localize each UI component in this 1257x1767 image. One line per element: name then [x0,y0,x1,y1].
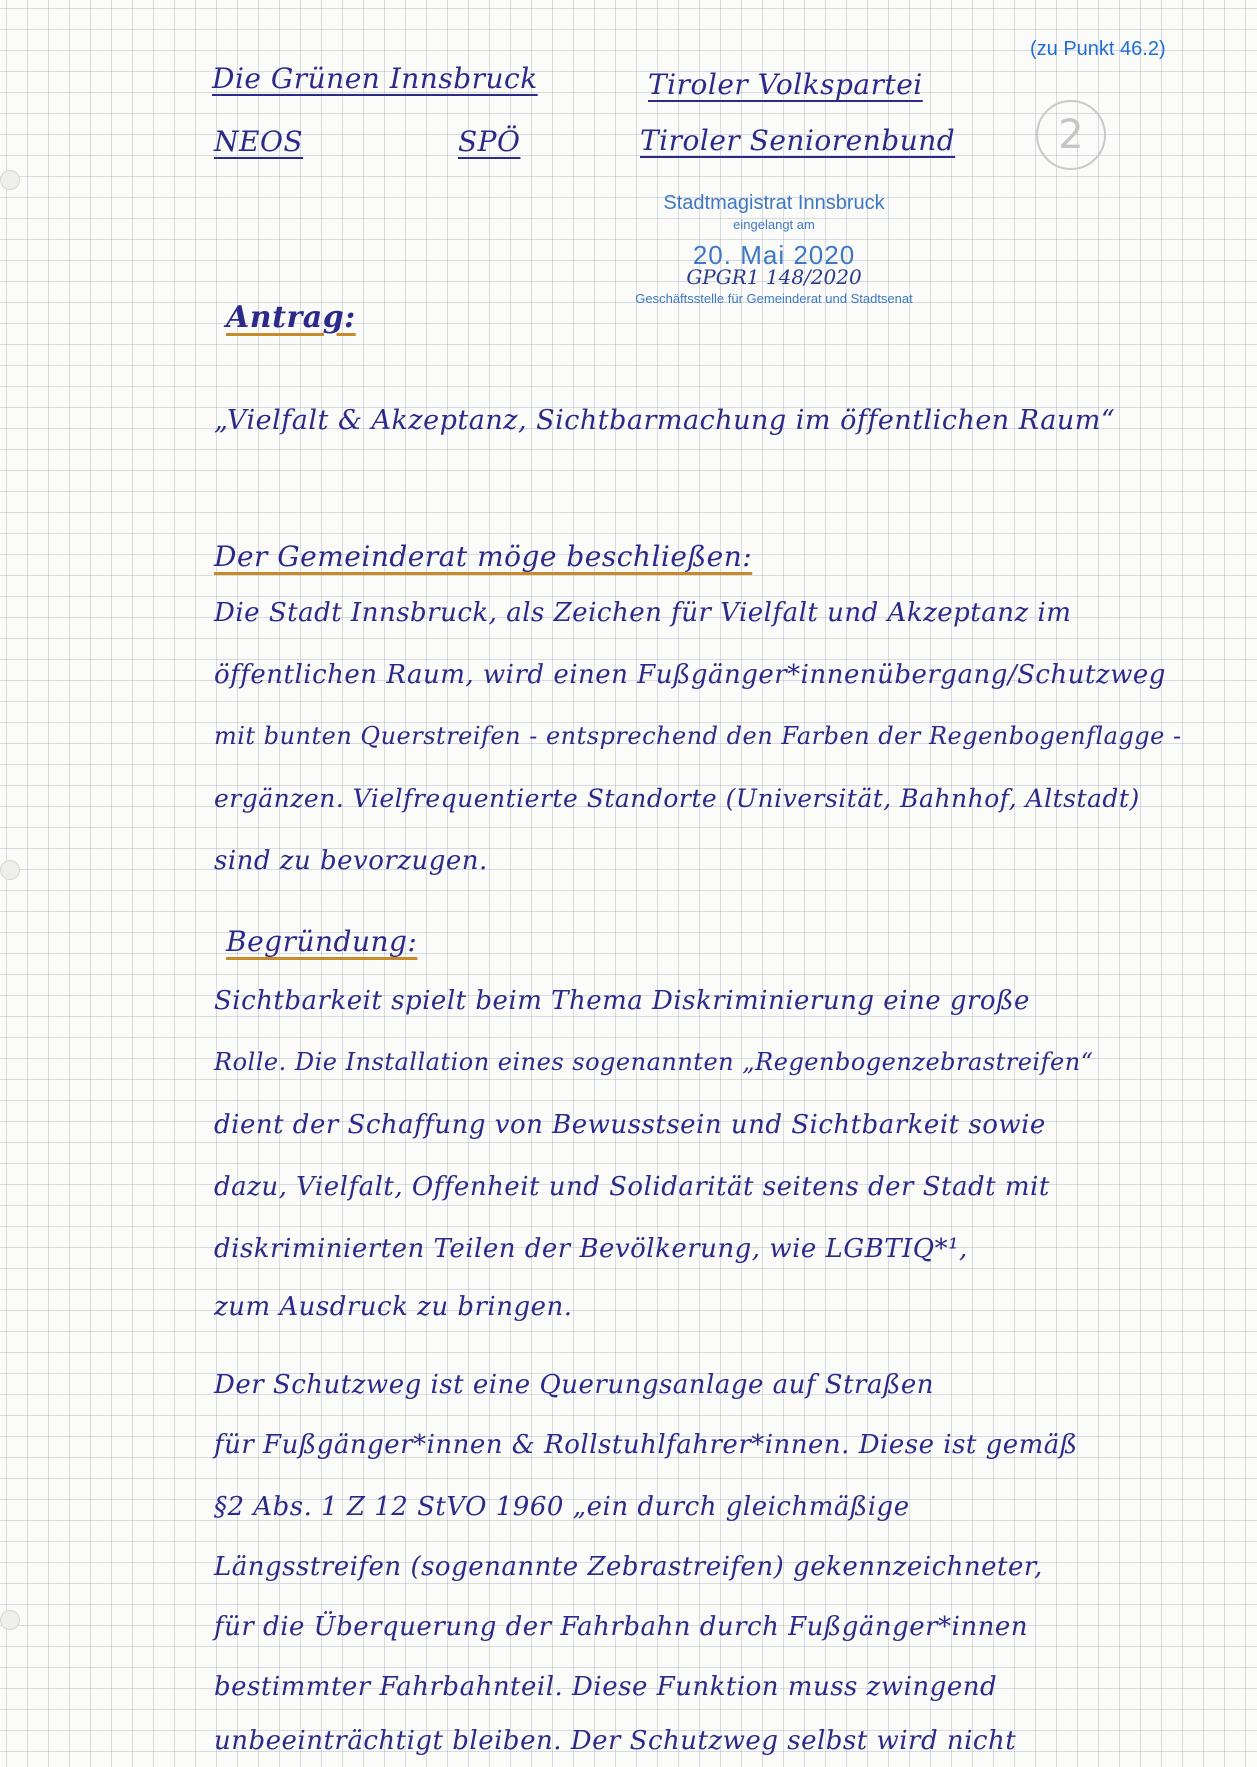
reasoning-line: zum Ausdruck zu bringen. [214,1292,573,1322]
stamp-file-number: GPGR1 148/2020 [686,265,862,289]
reasoning-line: für Fußgänger*innen & Rollstuhlfahrer*innen. Diese ist gemäß [214,1430,1078,1460]
resolution-line: ergänzen. Vielfrequentierte Standorte (Universität, Bahnhof, Altstadt) [214,784,1140,813]
reasoning-line: unbeeinträchtigt bleiben. Der Schutzweg selbst wird nicht [214,1726,1017,1756]
antrag-label: Antrag: [226,300,356,335]
resolution-line: mit bunten Querstreifen - entsprechend den Farben der Regenbogenflagge - [214,722,1182,750]
motion-title: „Vielfalt & Akzeptanz, Sichtbarmachung im öffentlichen Raum“ [214,405,1116,436]
resolution-line: Die Stadt Innsbruck, als Zeichen für Vielfalt und Akzeptanz im [214,598,1072,628]
reasoning-line: Längsstreifen (sogenannte Zebrastreifen) gekennzeichneter, [214,1552,1043,1582]
reasoning-line: Der Schutzweg ist eine Querungsanlage auf Straßen [214,1370,934,1400]
party-seniorenbund: Tiroler Seniorenbund [640,124,956,157]
receipt-stamp [624,192,924,306]
stamp-received-label: eingelangt am [733,217,815,232]
reasoning-line: diskriminierten Teilen der Bevölkerung, wie LGBTIQ*¹, [214,1234,968,1264]
punch-hole [0,1610,20,1630]
reasoning-line: bestimmter Fahrbahnteil. Diese Funktion muss zwingend [214,1672,998,1702]
page-number: 2 [1036,100,1106,170]
stamp-department: Geschäftsstelle für Gemeinderat und Stadtsenat [635,291,913,306]
reasoning-line: dazu, Vielfalt, Offenheit und Solidarität seitens der Stadt mit [214,1172,1050,1202]
party-volkspartei: Tiroler Volkspartei [648,68,923,101]
stamp-date: 20. Mai 2020 [692,240,856,270]
agenda-reference: (zu Punkt 46.2) [1030,38,1166,60]
reasoning-line: Rolle. Die Installation eines sogenannten „Regenbogenzebrastreifen“ [214,1048,1094,1076]
party-spoe: SPÖ [458,125,521,158]
stamp-office: Stadtmagistrat Innsbruck [663,192,885,214]
party-neos: NEOS [214,125,304,158]
reasoning-line: §2 Abs. 1 Z 12 StVO 1960 „ein durch gleichmäßige [214,1492,910,1522]
party-gruene: Die Grünen Innsbruck [212,62,538,95]
resolution-heading: Der Gemeinderat möge beschließen: [214,540,753,573]
punch-hole [0,170,20,190]
punch-hole [0,860,20,880]
reasoning-heading: Begründung: [226,925,418,958]
resolution-line: sind zu bevorzugen. [214,846,488,876]
resolution-line: öffentlichen Raum, wird einen Fußgänger*innenübergang/Schutzweg [214,660,1166,690]
reasoning-line: Sichtbarkeit spielt beim Thema Diskriminierung eine große [214,986,1030,1016]
reasoning-line: für die Überquerung der Fahrbahn durch Fußgänger*innen [214,1612,1029,1642]
reasoning-line: dient der Schaffung von Bewusstsein und Sichtbarkeit sowie [214,1110,1046,1140]
